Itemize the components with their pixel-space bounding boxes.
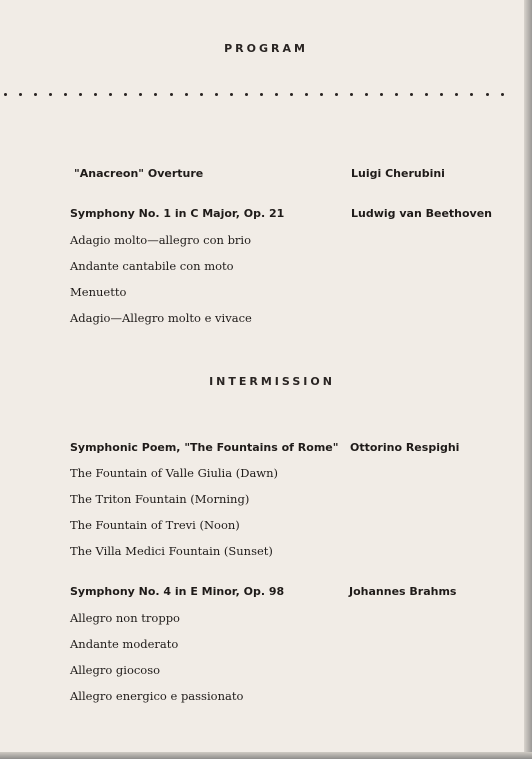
divider-dot: [94, 93, 97, 96]
intermission-heading: INTERMISSION: [209, 375, 335, 388]
divider-dot: [380, 93, 383, 96]
work-title: Symphony No. 1 in C Major, Op. 21: [70, 207, 285, 220]
divider-dot: [64, 93, 67, 96]
work-title: "Anacreon" Overture: [74, 167, 204, 180]
page-bottom-edge: [0, 752, 532, 759]
divider-dot: [275, 93, 278, 96]
movement-line: The Triton Fountain (Morning): [70, 492, 250, 506]
divider-dot: [154, 93, 157, 96]
divider-dot: [365, 93, 368, 96]
divider-dot: [185, 93, 188, 96]
divider-dot: [350, 93, 353, 96]
divider-dot: [200, 93, 203, 96]
movement-line: The Fountain of Trevi (Noon): [70, 518, 240, 532]
work-title: Symphonic Poem, "The Fountains of Rome": [70, 441, 339, 454]
divider-dot: [139, 93, 142, 96]
divider-dot: [395, 93, 398, 96]
divider-dot: [230, 93, 233, 96]
divider-dot: [410, 93, 413, 96]
program-heading: PROGRAM: [224, 42, 308, 55]
movement-line: Adagio—Allegro molto e vivace: [70, 311, 252, 325]
divider-dot: [335, 93, 338, 96]
divider-dot: [260, 93, 263, 96]
composer-name: Ludwig van Beethoven: [351, 207, 493, 220]
divider-dot: [4, 93, 7, 96]
divider-dot: [470, 93, 473, 96]
divider-dot: [34, 93, 37, 96]
divider-dot: [425, 93, 428, 96]
divider-dot: [215, 93, 218, 96]
divider-dot: [245, 93, 248, 96]
movement-line: Allegro giocoso: [70, 663, 161, 677]
movement-line: Andante moderato: [70, 637, 179, 651]
movement-line: The Fountain of Valle Giulia (Dawn): [70, 466, 279, 480]
divider-dot: [124, 93, 127, 96]
composer-name: Luigi Cherubini: [351, 167, 445, 180]
movement-line: Allegro non troppo: [70, 611, 180, 625]
divider-dot: [109, 93, 112, 96]
dotted-divider: [4, 90, 504, 98]
divider-dot: [440, 93, 443, 96]
page-edge: [524, 0, 532, 759]
composer-name: Johannes Brahms: [349, 585, 457, 598]
movement-line: Allegro energico e passionato: [70, 689, 244, 703]
divider-dot: [320, 93, 323, 96]
divider-dot: [49, 93, 52, 96]
movement-line: Menuetto: [70, 285, 127, 299]
divider-dot: [486, 93, 489, 96]
divider-dot: [290, 93, 293, 96]
divider-dot: [79, 93, 82, 96]
work-title: Symphony No. 4 in E Minor, Op. 98: [70, 585, 285, 598]
divider-dot: [305, 93, 308, 96]
divider-dot: [455, 93, 458, 96]
movement-line: Andante cantabile con moto: [70, 259, 234, 273]
movement-line: The Villa Medici Fountain (Sunset): [70, 544, 273, 558]
divider-dot: [19, 93, 22, 96]
divider-dot: [501, 93, 504, 96]
composer-name: Ottorino Respighi: [350, 441, 460, 454]
movement-line: Adagio molto—allegro con brio: [70, 233, 252, 247]
divider-dot: [170, 93, 173, 96]
